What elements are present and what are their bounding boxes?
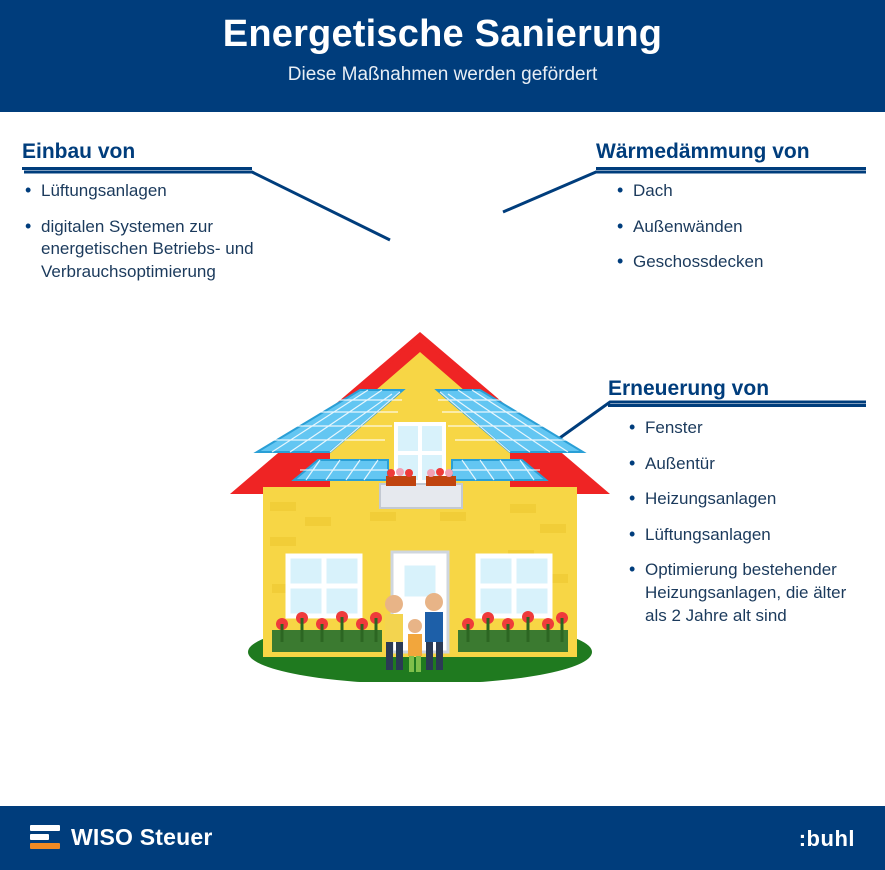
page-subtitle: Diese Maßnahmen werden gefördert <box>287 63 598 85</box>
list-item: • Lüftungsanlagen <box>626 524 870 547</box>
callout-einbau <box>22 140 272 296</box>
list-item: • Heizungsanlagen <box>626 488 870 511</box>
wiso-logo-icon <box>30 822 60 852</box>
list-item: • Außentür <box>626 453 870 476</box>
wiso-steuer-logo <box>30 822 213 852</box>
footer-bar <box>0 806 885 870</box>
callout-erneuerung-title: Erneuerung von <box>608 377 770 400</box>
callout-erneuerung-list <box>608 417 870 627</box>
list-item: • Außenwänden <box>614 216 866 239</box>
house-illustration <box>210 212 630 682</box>
callout-einbau-rule <box>22 167 252 170</box>
header-banner <box>0 0 885 112</box>
callout-erneuerung-rule <box>608 404 866 407</box>
list-item: • Lüftungsanlagen <box>22 180 272 203</box>
door-window <box>403 564 437 598</box>
list-item: • digitalen Systemen zur energetischen Betriebs- und Verbrauchsoptimierung <box>22 216 272 284</box>
company-logo: :buhl <box>798 826 855 851</box>
list-item: • Geschossdecken <box>614 251 866 274</box>
page-title: Energetische Sanierung <box>222 13 663 55</box>
list-item: • Dach <box>614 180 866 203</box>
balcony <box>380 484 462 508</box>
callout-einbau-list <box>22 180 272 283</box>
product-name: WISO Steuer <box>71 823 213 850</box>
list-item: • Fenster <box>626 417 870 440</box>
callout-waermedaemmung-list <box>596 180 866 274</box>
callout-waermedaemmung <box>596 140 866 287</box>
callout-erneuerung <box>608 377 870 640</box>
callout-waermedaemmung-title: Wärmedämmung von <box>596 140 810 163</box>
callout-waermedaemmung-rule <box>596 167 866 170</box>
list-item: • Optimierung bestehender Heizungsanlagen, die älter als 2 Jahre alt sind <box>626 559 870 627</box>
infographic-body <box>0 112 885 806</box>
callout-einbau-title: Einbau von <box>22 140 136 163</box>
